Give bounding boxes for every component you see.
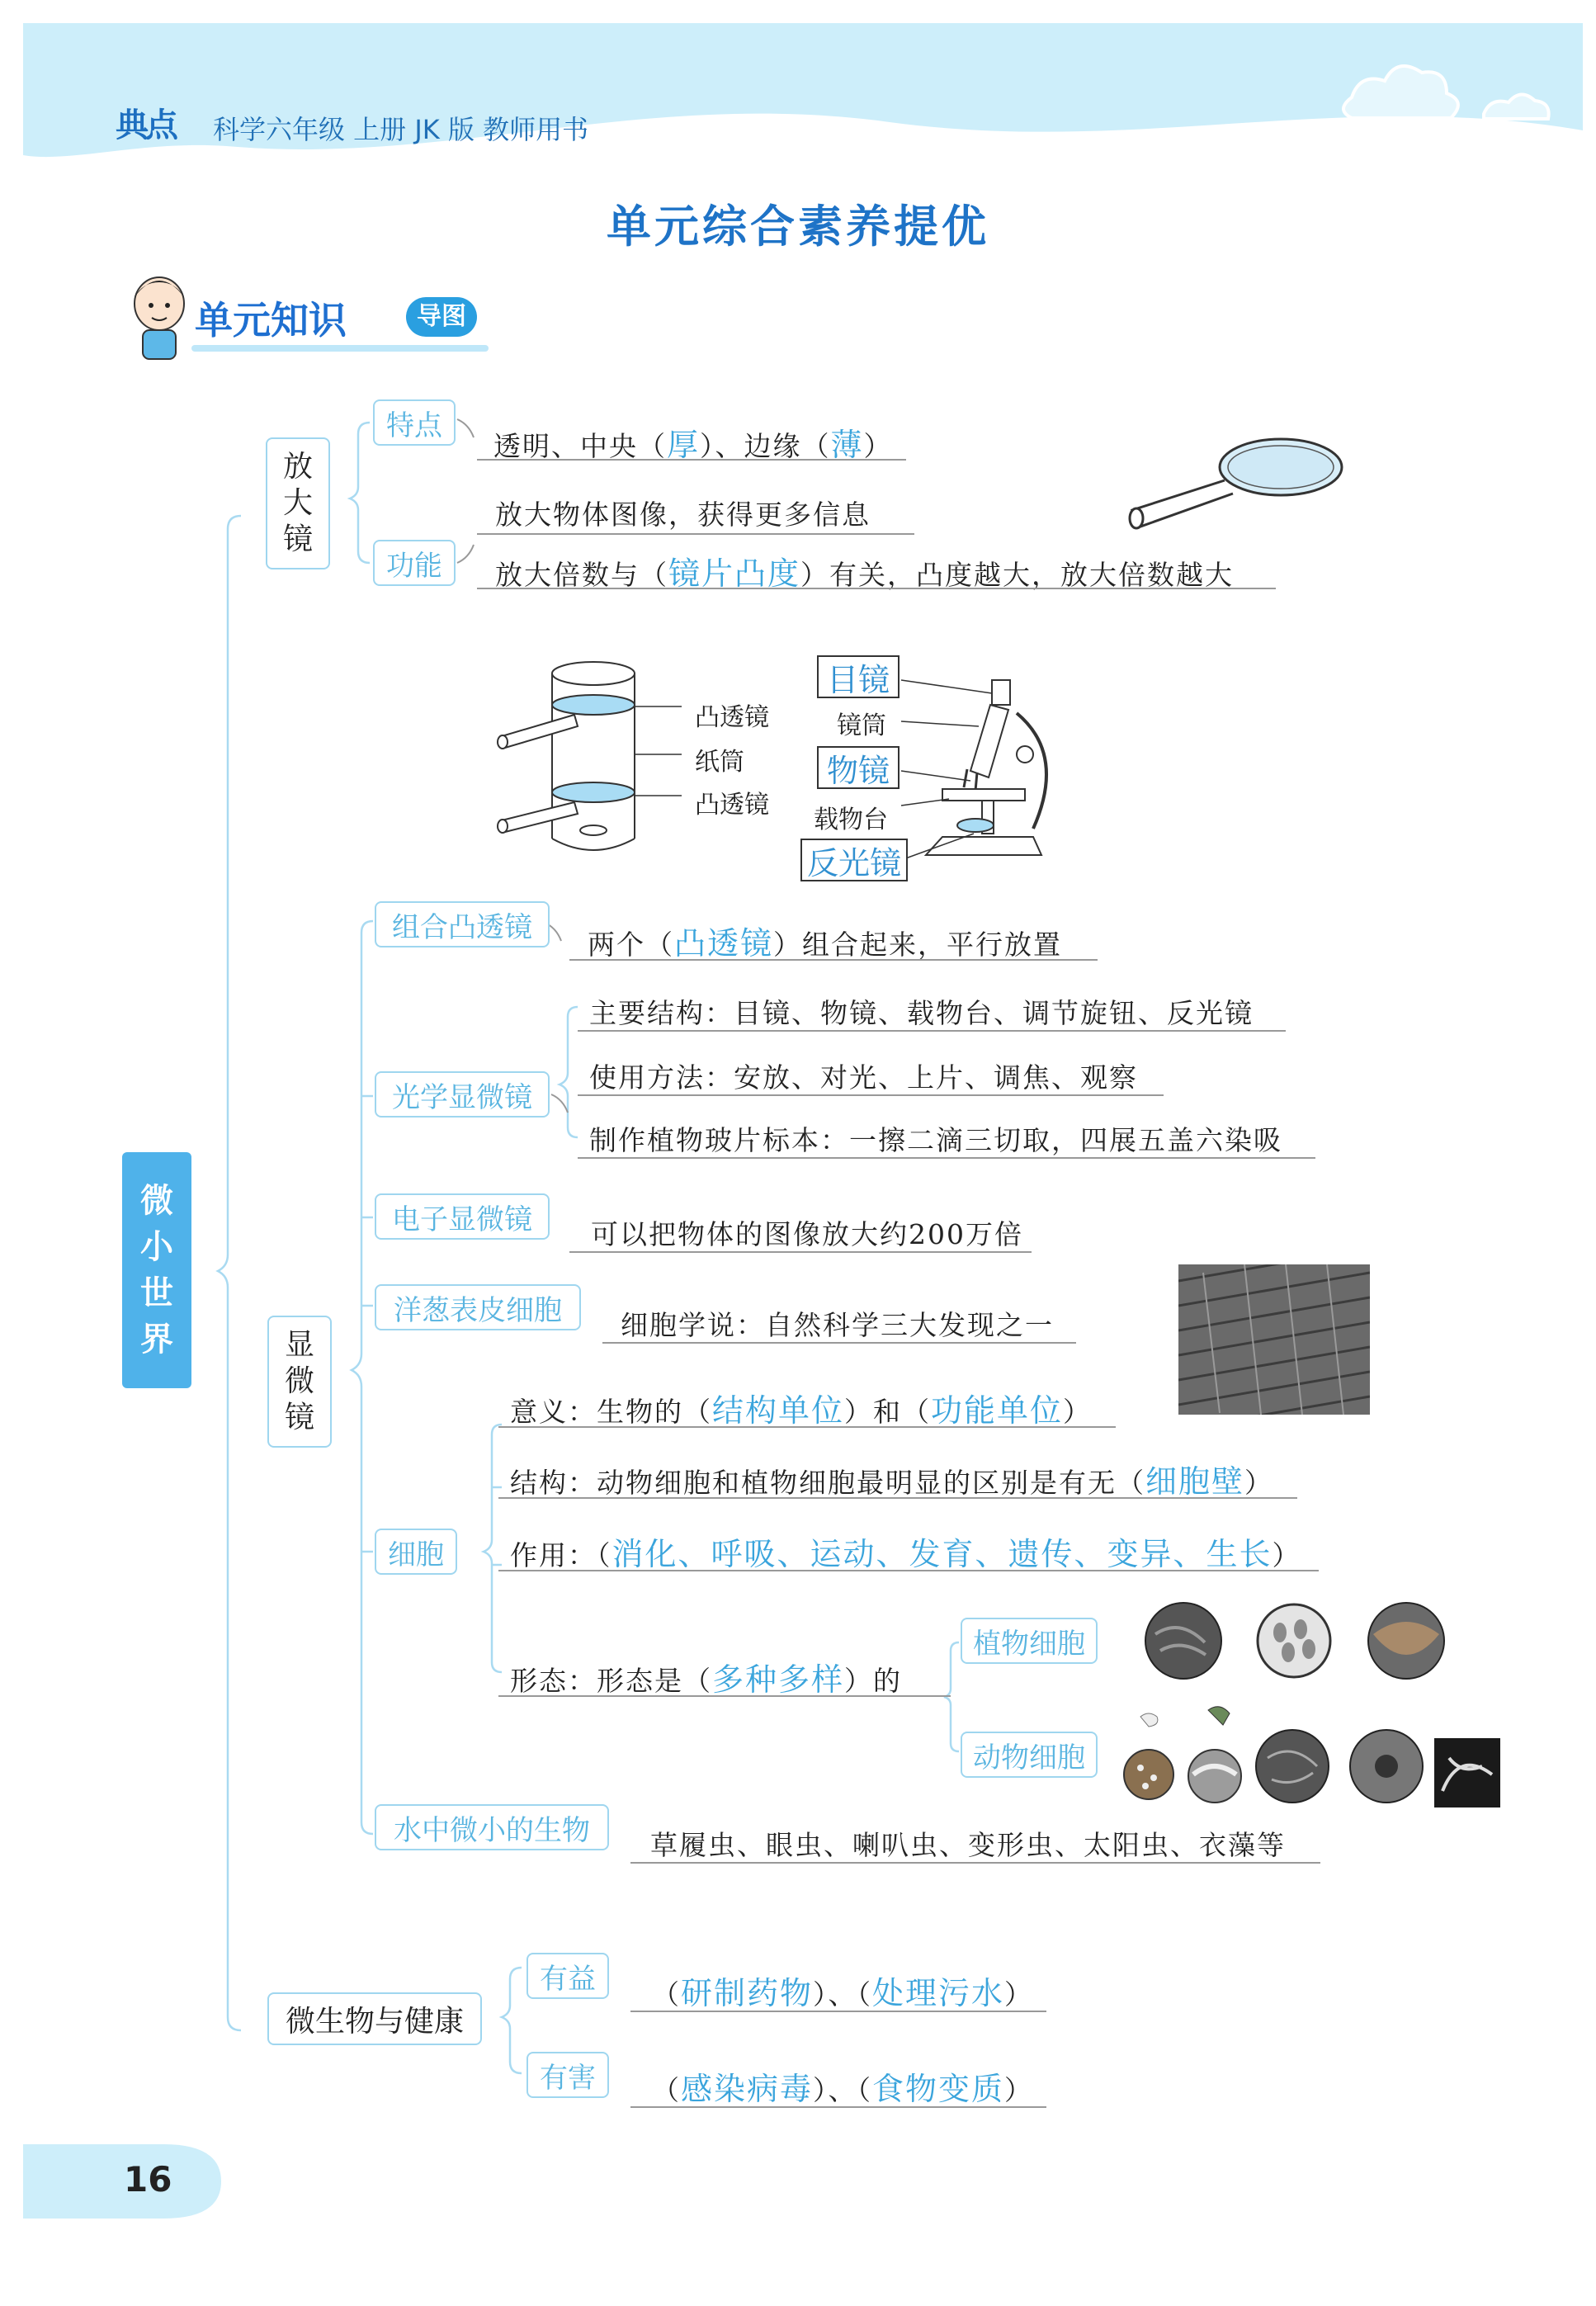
- combo-lens-label: 组合凸透镜: [392, 910, 532, 944]
- benefit-node: [526, 1953, 609, 1999]
- cell-function-underline: [498, 1570, 1319, 1571]
- cell-label: 细胞: [388, 1538, 444, 1571]
- cell-meaning-answer-1: 结构单位: [712, 1392, 845, 1429]
- function-node: [373, 540, 456, 586]
- harm-node: [526, 2052, 609, 2098]
- magnifier-node: [266, 437, 330, 569]
- features-text: 透明、中央（厚）、边缘（薄）: [493, 427, 893, 463]
- water-organisms-underline: [630, 1862, 1320, 1864]
- features-underline: [477, 459, 906, 461]
- combo-lens-answer: 凸透镜: [674, 925, 774, 962]
- cell-meaning-answer-2: 功能单位: [931, 1392, 1064, 1429]
- onion-underline: [602, 1342, 1076, 1344]
- harm-text: （感染病毒）、（食物变质）: [652, 2071, 1034, 2107]
- mirror-label: 反光镜: [806, 844, 901, 881]
- cell-structure-text: 结构：动物细胞和植物细胞最明显的区别是有无（细胞壁）: [510, 1463, 1274, 1500]
- animal-cell-node: [961, 1732, 1098, 1778]
- tube-label: 镜筒: [837, 711, 886, 740]
- features-node: [373, 399, 456, 446]
- paper-tube-diagram: [492, 657, 682, 855]
- features-answer-1: 厚: [667, 427, 701, 463]
- benefit-underline: [630, 2011, 1046, 2012]
- objective-label: 物镜: [826, 752, 890, 789]
- electron-microscope-node: [375, 1193, 550, 1240]
- benefit-text: （研制药物）、（处理污水）: [652, 1975, 1034, 2011]
- microscope-label: 显 微 镜: [284, 1328, 314, 1434]
- section-badge: 导图: [406, 297, 477, 337]
- page-title: 单元综合素养提优: [607, 201, 989, 253]
- harm-underline: [630, 2106, 1046, 2108]
- harm-answer-2: 食物变质: [872, 2071, 1005, 2107]
- cell-meaning-underline: [498, 1426, 1116, 1428]
- magnifying-glass-icon: [1116, 429, 1348, 536]
- benefit-answer-1: 研制药物: [681, 1975, 814, 2011]
- optical-slide-underline: [578, 1157, 1315, 1159]
- plant-cell-label: 植物细胞: [973, 1627, 1085, 1661]
- animal-cell-label: 动物细胞: [973, 1741, 1085, 1774]
- optical-microscope-node: [375, 1071, 550, 1118]
- mirror-answer-box: [800, 839, 908, 881]
- logo-text: 典点: [116, 106, 175, 144]
- cell-shape-underline: [498, 1695, 951, 1697]
- optical-usage-underline: [578, 1094, 1164, 1096]
- optical-microscope-label: 光学显微镜: [392, 1080, 532, 1114]
- function-label: 功能: [386, 549, 442, 583]
- electron-microscope-label: 电子显微镜: [392, 1203, 532, 1236]
- optical-usage-text: 使用方法：安放、对光、上片、调焦、观察: [589, 1061, 1138, 1094]
- cell-node: [375, 1529, 457, 1575]
- eyepiece-label: 目镜: [826, 661, 890, 698]
- onion-cell-node: [375, 1284, 581, 1330]
- magnifier-label: 放 大 镜: [282, 450, 313, 556]
- cell-shape-answer: 多种多样: [712, 1661, 845, 1698]
- onion-cell-photo: [1178, 1264, 1370, 1415]
- electron-text: 可以把物体的图像放大约200万倍: [591, 1218, 1023, 1250]
- benefit-answer-2: 处理污水: [872, 1975, 1005, 2011]
- diagram-top-lens-label: 凸透镜: [695, 703, 769, 732]
- footer-band: [23, 2144, 221, 2219]
- cell-meaning-text: 意义：生物的（结构单位）和（功能单位）: [510, 1392, 1093, 1429]
- function-line-1: 放大物体图像，获得更多信息: [495, 499, 871, 531]
- harm-label: 有害: [540, 2061, 596, 2095]
- combo-lens-underline: [569, 959, 1098, 961]
- animal-cell-photos: [1119, 1700, 1502, 1816]
- benefit-label: 有益: [540, 1962, 596, 1996]
- function-answer: 镜片凸度: [668, 555, 801, 592]
- plant-cell-photos: [1144, 1601, 1449, 1680]
- objective-answer-box: [817, 746, 900, 789]
- optical-structure-underline: [578, 1030, 1286, 1032]
- water-organisms-text: 草履虫、眼虫、喇叭虫、变形虫、太阳虫、衣藻等: [650, 1829, 1286, 1861]
- harm-answer-1: 感染病毒: [681, 2071, 814, 2107]
- stage-label: 载物台: [814, 806, 888, 834]
- combo-lens-node: [375, 901, 550, 947]
- function-line-2-underline: [477, 588, 1276, 589]
- combo-lens-text: 两个（凸透镜）组合起来，平行放置: [588, 925, 1063, 962]
- section-title: 单元知识: [195, 298, 347, 343]
- microscope-node: [267, 1316, 332, 1448]
- microscope-pointer-lines: [900, 669, 999, 867]
- root-label: 微 小 世 界: [140, 1182, 173, 1359]
- page-number: 16: [124, 2159, 172, 2200]
- diagram-bottom-lens-label: 凸透镜: [695, 791, 769, 820]
- plant-cell-node: [961, 1618, 1098, 1664]
- microbes-label: 微生物与健康: [285, 2004, 464, 2039]
- book-info: 科学六年级 上册 JK 版 教师用书: [213, 114, 589, 145]
- optical-structure-text: 主要结构：目镜、物镜、载物台、调节旋钮、反光镜: [589, 997, 1254, 1029]
- cell-structure-answer: 细胞壁: [1145, 1463, 1245, 1500]
- diagram-tube-label: 纸筒: [695, 748, 744, 777]
- function-line-1-underline: [477, 533, 914, 535]
- eyepiece-answer-box: [817, 655, 900, 698]
- cell-shape-text: 形态：形态是（多种多样）的: [510, 1661, 903, 1698]
- water-organisms-label: 水中微小的生物: [394, 1813, 590, 1847]
- cell-function-answer: 消化、呼吸、运动、发育、遗传、变异、生长: [611, 1536, 1273, 1572]
- microbes-node: [267, 1992, 482, 2045]
- function-line-2: 放大倍数与（镜片凸度）有关，凸度越大，放大倍数越大: [495, 555, 1235, 592]
- water-organisms-node: [375, 1804, 609, 1850]
- onion-cell-label: 洋葱表皮细胞: [394, 1293, 562, 1327]
- electron-underline: [569, 1251, 1032, 1253]
- cell-structure-underline: [498, 1497, 1297, 1499]
- root-node: [122, 1152, 191, 1388]
- cell-function-text: 作用：（消化、呼吸、运动、发育、遗传、变异、生长）: [510, 1536, 1301, 1572]
- features-label: 特点: [386, 409, 442, 442]
- features-answer-2: 薄: [830, 427, 864, 463]
- optical-slide-text: 制作植物玻片标本：一擦二滴三切取，四展五盖六染吸: [589, 1124, 1282, 1156]
- onion-text: 细胞学说：自然科学三大发现之一: [621, 1309, 1054, 1341]
